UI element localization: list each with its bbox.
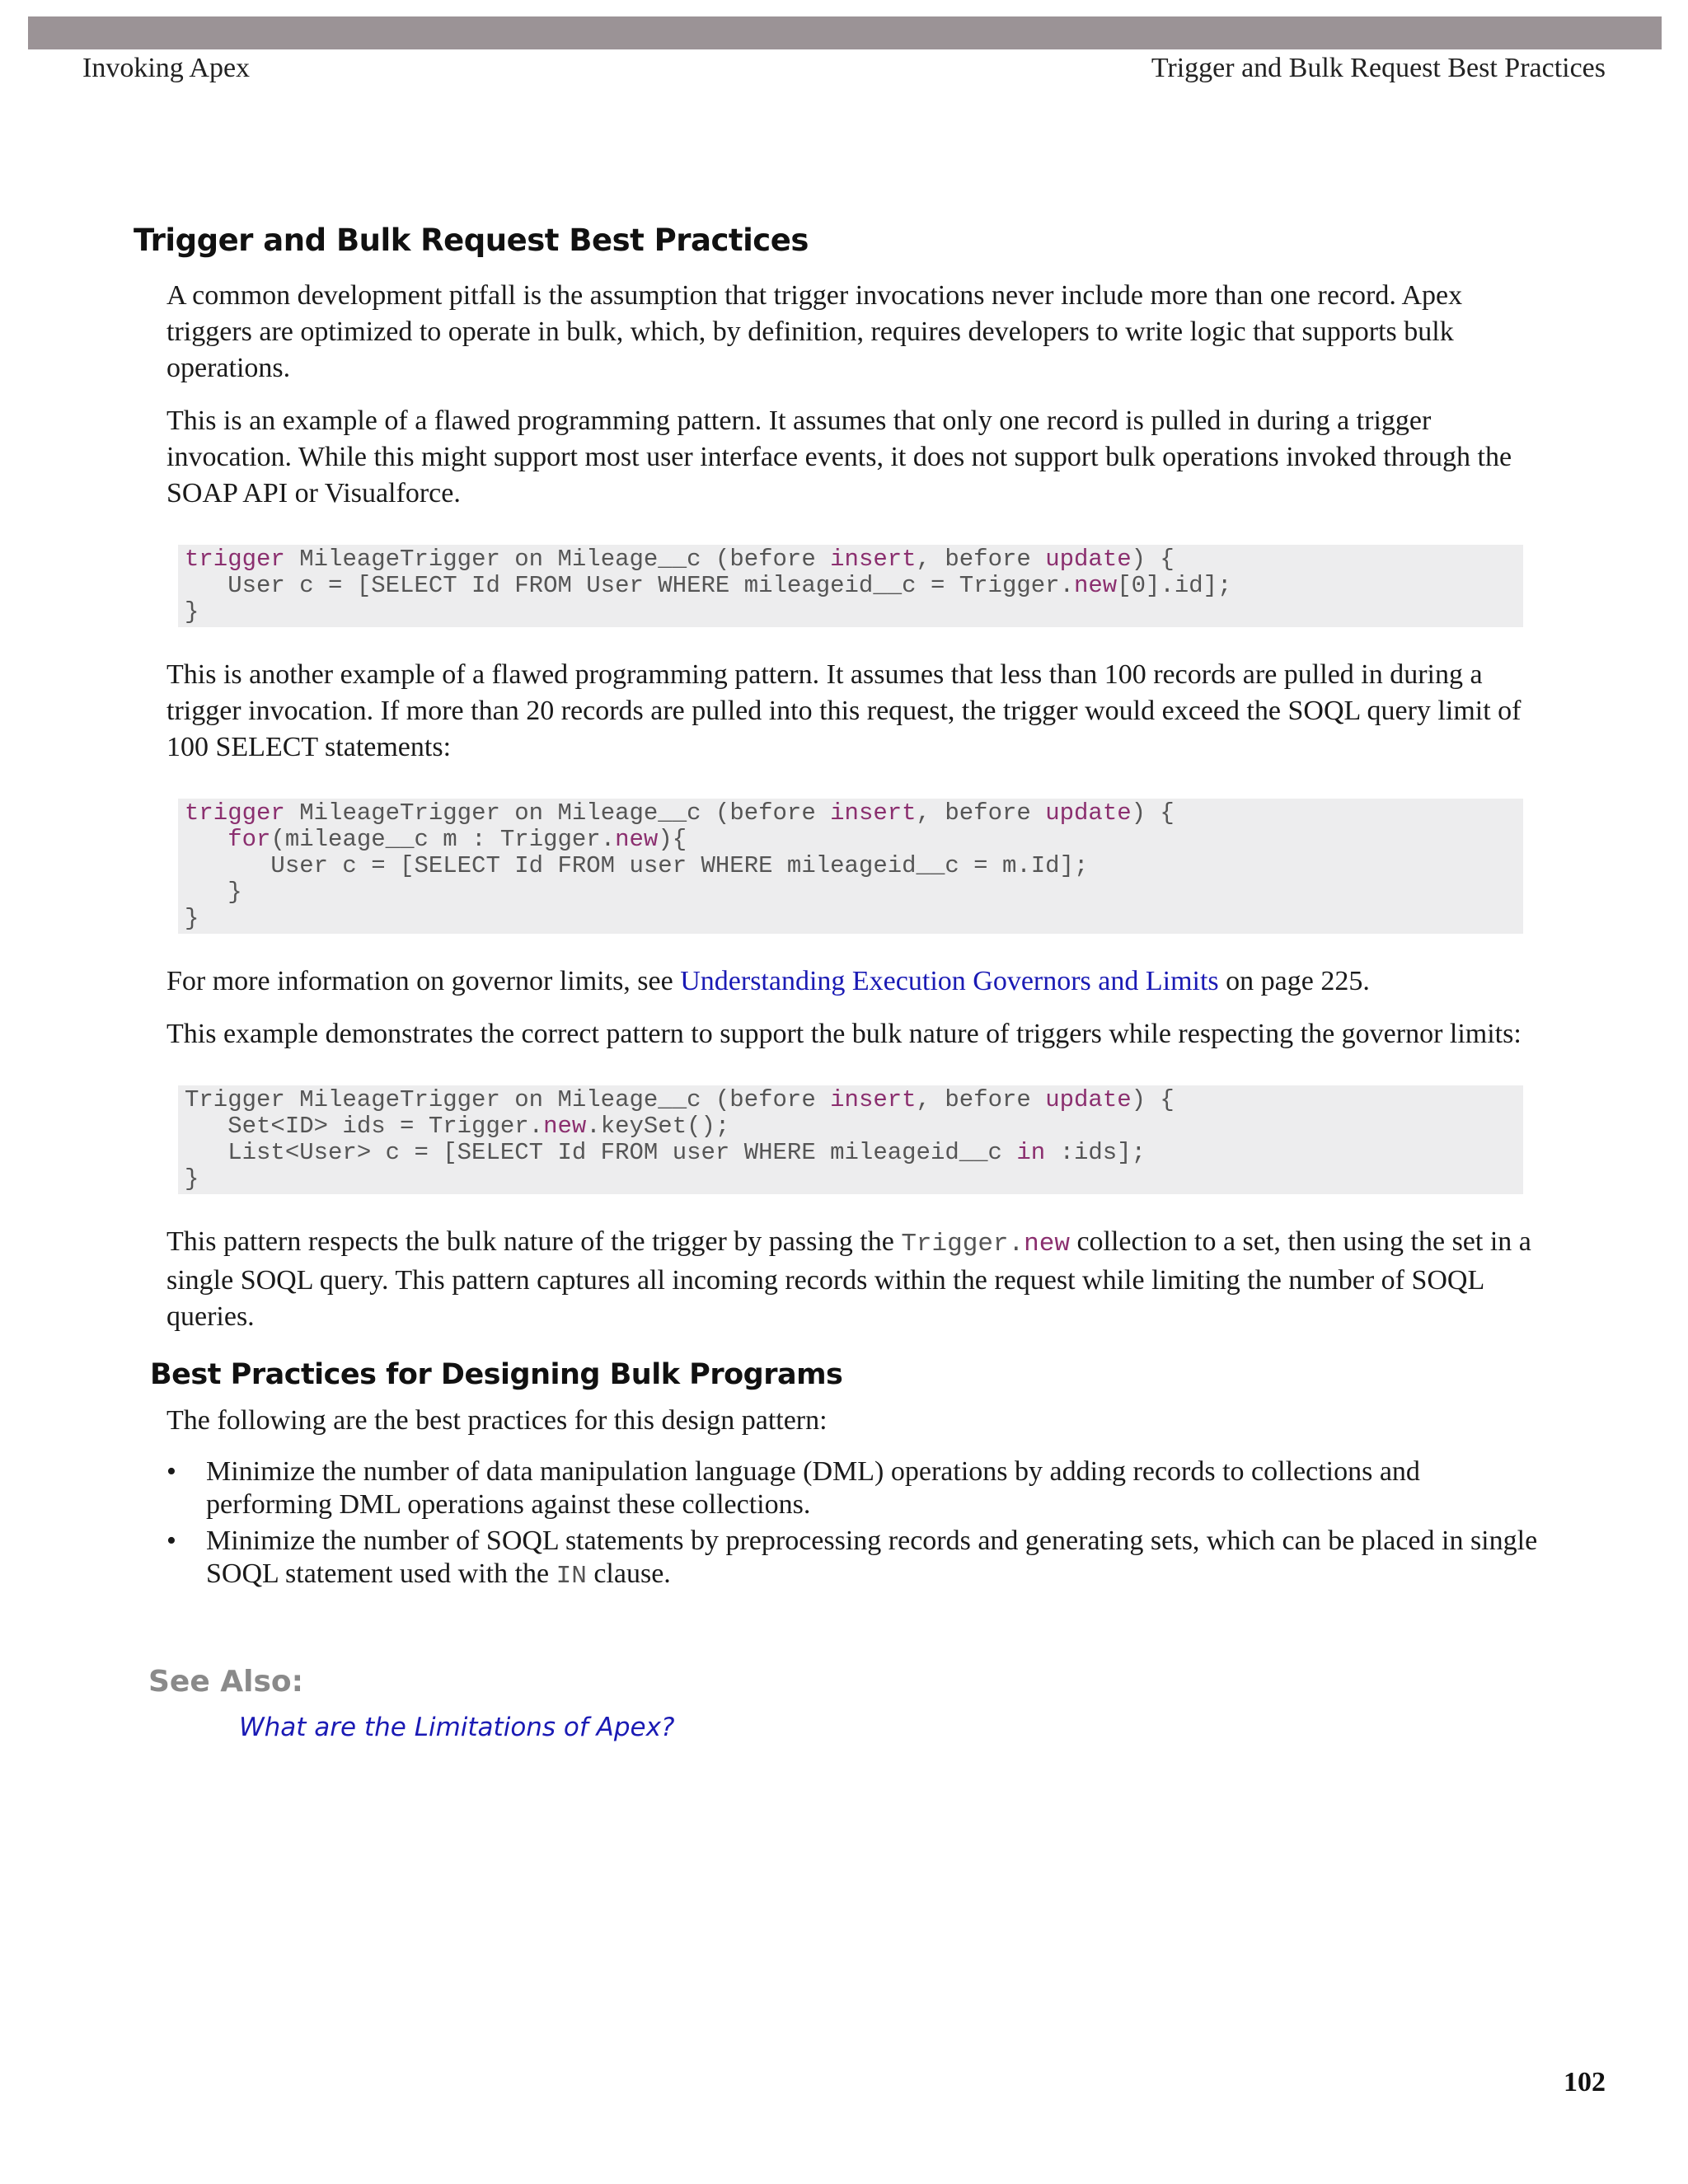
code-line: Set<ID> ids = Trigger.new.keySet();	[185, 1113, 730, 1140]
list-item: • Minimize the number of SOQL statements by preprocessing records and generating sets, which can be placed in single SOQL statement used with the IN clause.	[166, 1526, 1538, 1591]
code-block-flawed-2	[178, 799, 1523, 934]
code-block-flawed-1	[178, 545, 1523, 627]
list-item: • Minimize the number of data manipulation language (DML) operations by adding records to collections and performing DML operations against these collections.	[166, 1456, 1420, 1520]
bullet-icon: •	[166, 1456, 176, 1487]
pattern-explanation-paragraph: This pattern respects the bulk nature of the trigger by passing the Trigger.new collection to a set, then using the set in a single SOQL query. This pattern captures all incoming records within the request while limiting the number of SOQL queries.	[166, 1226, 1531, 1332]
main-content	[134, 223, 1543, 1596]
code-line: for(mileage__c m : Trigger.new){	[227, 826, 687, 853]
flawed-example-2-paragraph: This is another example of a flawed programming pattern. It assumes that less than 100 records are pulled in during a trigger invocation. If more than 20 records are pulled into this request, the trigger would exceed the SOQL query limit of 100 SELECT statements:	[166, 659, 1522, 762]
code-line: }	[185, 1165, 199, 1193]
see-also-link[interactable]: What are the Limitations of Apex?	[239, 1713, 675, 1742]
inline-code-in: IN	[556, 1562, 587, 1591]
code-line: User c = [SELECT Id FROM user WHERE mileageid__c = m.Id];	[185, 852, 1089, 879]
subsection-intro: The following are the best practices for this design pattern:	[166, 1405, 828, 1436]
header-bar	[28, 16, 1662, 49]
code-line: Trigger MileageTrigger on Mileage__c (before insert, before update) {	[185, 1086, 1175, 1113]
see-also-title: See Also:	[148, 1665, 304, 1699]
running-header-left: Invoking Apex	[82, 53, 251, 83]
intro-paragraph: A common development pitfall is the assumption that trigger invocations never include more than one record. Apex triggers are optimized to operate in bulk, which, by definition, requires developers to write logic that supports bulk operations.	[166, 280, 1463, 383]
code-line: List<User> c = [SELECT Id FROM user WHERE mileageid__c in :ids];	[185, 1139, 1146, 1166]
section-title: Trigger and Bulk Request Best Practices	[134, 223, 809, 258]
code-line: }	[185, 905, 199, 932]
best-practices-list	[166, 1455, 1543, 1593]
flawed-example-1-paragraph: This is an example of a flawed programming pattern. It assumes that only one record is pulled in during a trigger invocation. While this might support most user interface events, it does not support bulk operations invoked through the SOAP API or Visualforce.	[166, 405, 1512, 509]
subsection-title: Best Practices for Designing Bulk Programs	[150, 1358, 843, 1391]
bullet-icon: •	[166, 1526, 176, 1556]
code-line: User c = [SELECT Id FROM User WHERE mileageid__c = Trigger.new[0].id];	[185, 572, 1232, 599]
code-line: trigger MileageTrigger on Mileage__c (before insert, before update) {	[185, 546, 1175, 573]
governor-limits-link[interactable]: Understanding Execution Governors and Limits	[680, 966, 1219, 996]
inline-code-trigger-new: Trigger.new	[901, 1230, 1070, 1258]
code-line: trigger MileageTrigger on Mileage__c (before insert, before update) {	[185, 799, 1175, 827]
running-header-right: Trigger and Bulk Request Best Practices	[1151, 53, 1606, 83]
correct-pattern-paragraph: This example demonstrates the correct pattern to support the bulk nature of triggers while respecting the governor limits:	[166, 1019, 1522, 1049]
code-line: }	[185, 598, 199, 626]
governor-limits-paragraph: For more information on governor limits, see Understanding Execution Governors and Limits on page 225.	[166, 966, 1370, 996]
code-block-correct	[178, 1085, 1523, 1194]
code-line: }	[185, 879, 242, 906]
page-number: 102	[1564, 2067, 1606, 2097]
